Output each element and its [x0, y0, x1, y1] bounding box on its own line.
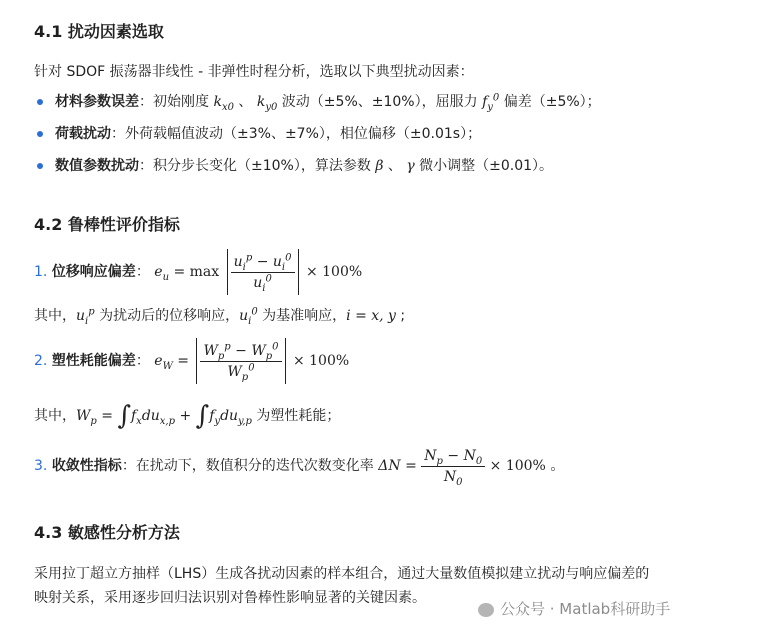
section-heading-4-2: 4.2 鲁棒性评价指标 [34, 215, 180, 234]
metric-displacement: 1. 位移响应偏差： $e_u = \max$ $\frac{u_i^p - u_i^0}{u_i^0}$ × 100% [34, 248, 362, 296]
formula-gamma: γ [406, 158, 415, 174]
bullet-icon [37, 163, 43, 169]
where-energy: 其中，$W_p = \int f_xdu_{x,p} + \int f_ydu_{y,p}$ 为塑性耗能； [34, 401, 341, 431]
formula-fraction: $\frac{u_i^p - u_i^0}{u_i^0}$ [231, 252, 295, 293]
metric-energy: 2. 塑性耗能偏差： $e_W$ = $\frac{W_p^p - W_p^0}{W_p^0}$ × 100% [34, 337, 349, 385]
method-paragraph-line-1: 采用拉丁超立方抽样（LHS）生成各扰动因素的样本组合，通过大量数值模拟建立扰动与响应偏差的 [34, 566, 650, 582]
formula-index: i = x, y [346, 308, 396, 324]
formula-fy0: $f_y^0$ [482, 92, 500, 113]
where-displacement: 其中，$u_i^p$ 为扰动后的位移响应，$u_i^0$ 为基准响应，i = x, y ; [34, 306, 406, 327]
formula-fraction: $\frac{N_p - N_0}{N_0}$ [421, 446, 485, 487]
list-item-load: 荷载扰动：外荷载幅值波动（±3%、±7%），相位偏移（±0.01s）； [55, 126, 482, 142]
formula-eu: $e_u$ [154, 264, 170, 283]
list-item-material: 材料参数误差：初始刚度 $k_{x0}$ 、 $k_{y0}$ 波动（±5%、±10%），屈服力 $f_y^0$ 偏差（±5%）； [55, 92, 601, 113]
metric-convergence: 3. 收敛性指标：在扰动下，数值积分的迭代次数变化率 ΔN = $\frac{N_p - N_0}{N_0}$ × 100% 。 [34, 447, 565, 488]
wechat-icon [478, 603, 494, 617]
list-item-numerical: 数值参数扰动：积分步长变化（±10%），算法参数 β 、 γ 微小调整（±0.01）。 [55, 158, 554, 174]
bullet-icon [37, 131, 43, 137]
formula-beta: β [375, 158, 384, 174]
section-heading-4-1: 4.1 扰动因素选取 [34, 22, 164, 41]
formula-kx0: $k_{x0}$ [213, 94, 234, 113]
formula-ky0: $k_{y0}$ [256, 94, 278, 113]
watermark: 公众号 · Matlab科研助手 [478, 598, 670, 619]
formula-fraction: $\frac{W_p^p - W_p^0}{W_p^0}$ [200, 341, 281, 382]
item-label: 材料参数误差 [55, 94, 139, 110]
bullet-icon [37, 99, 43, 105]
method-paragraph-line-2: 映射关系，采用逐步回归法识别对鲁棒性影响显著的关键因素。 [34, 590, 426, 606]
item-label: 数值参数扰动 [55, 158, 139, 174]
intro-text: 针对 SDOF 振荡器非线性 - 非弹性时程分析，选取以下典型扰动因素： [34, 64, 474, 80]
formula-ew: $e_W$ [154, 353, 173, 372]
section-heading-4-3: 4.3 敏感性分析方法 [34, 523, 180, 542]
item-label: 荷载扰动 [55, 126, 111, 142]
